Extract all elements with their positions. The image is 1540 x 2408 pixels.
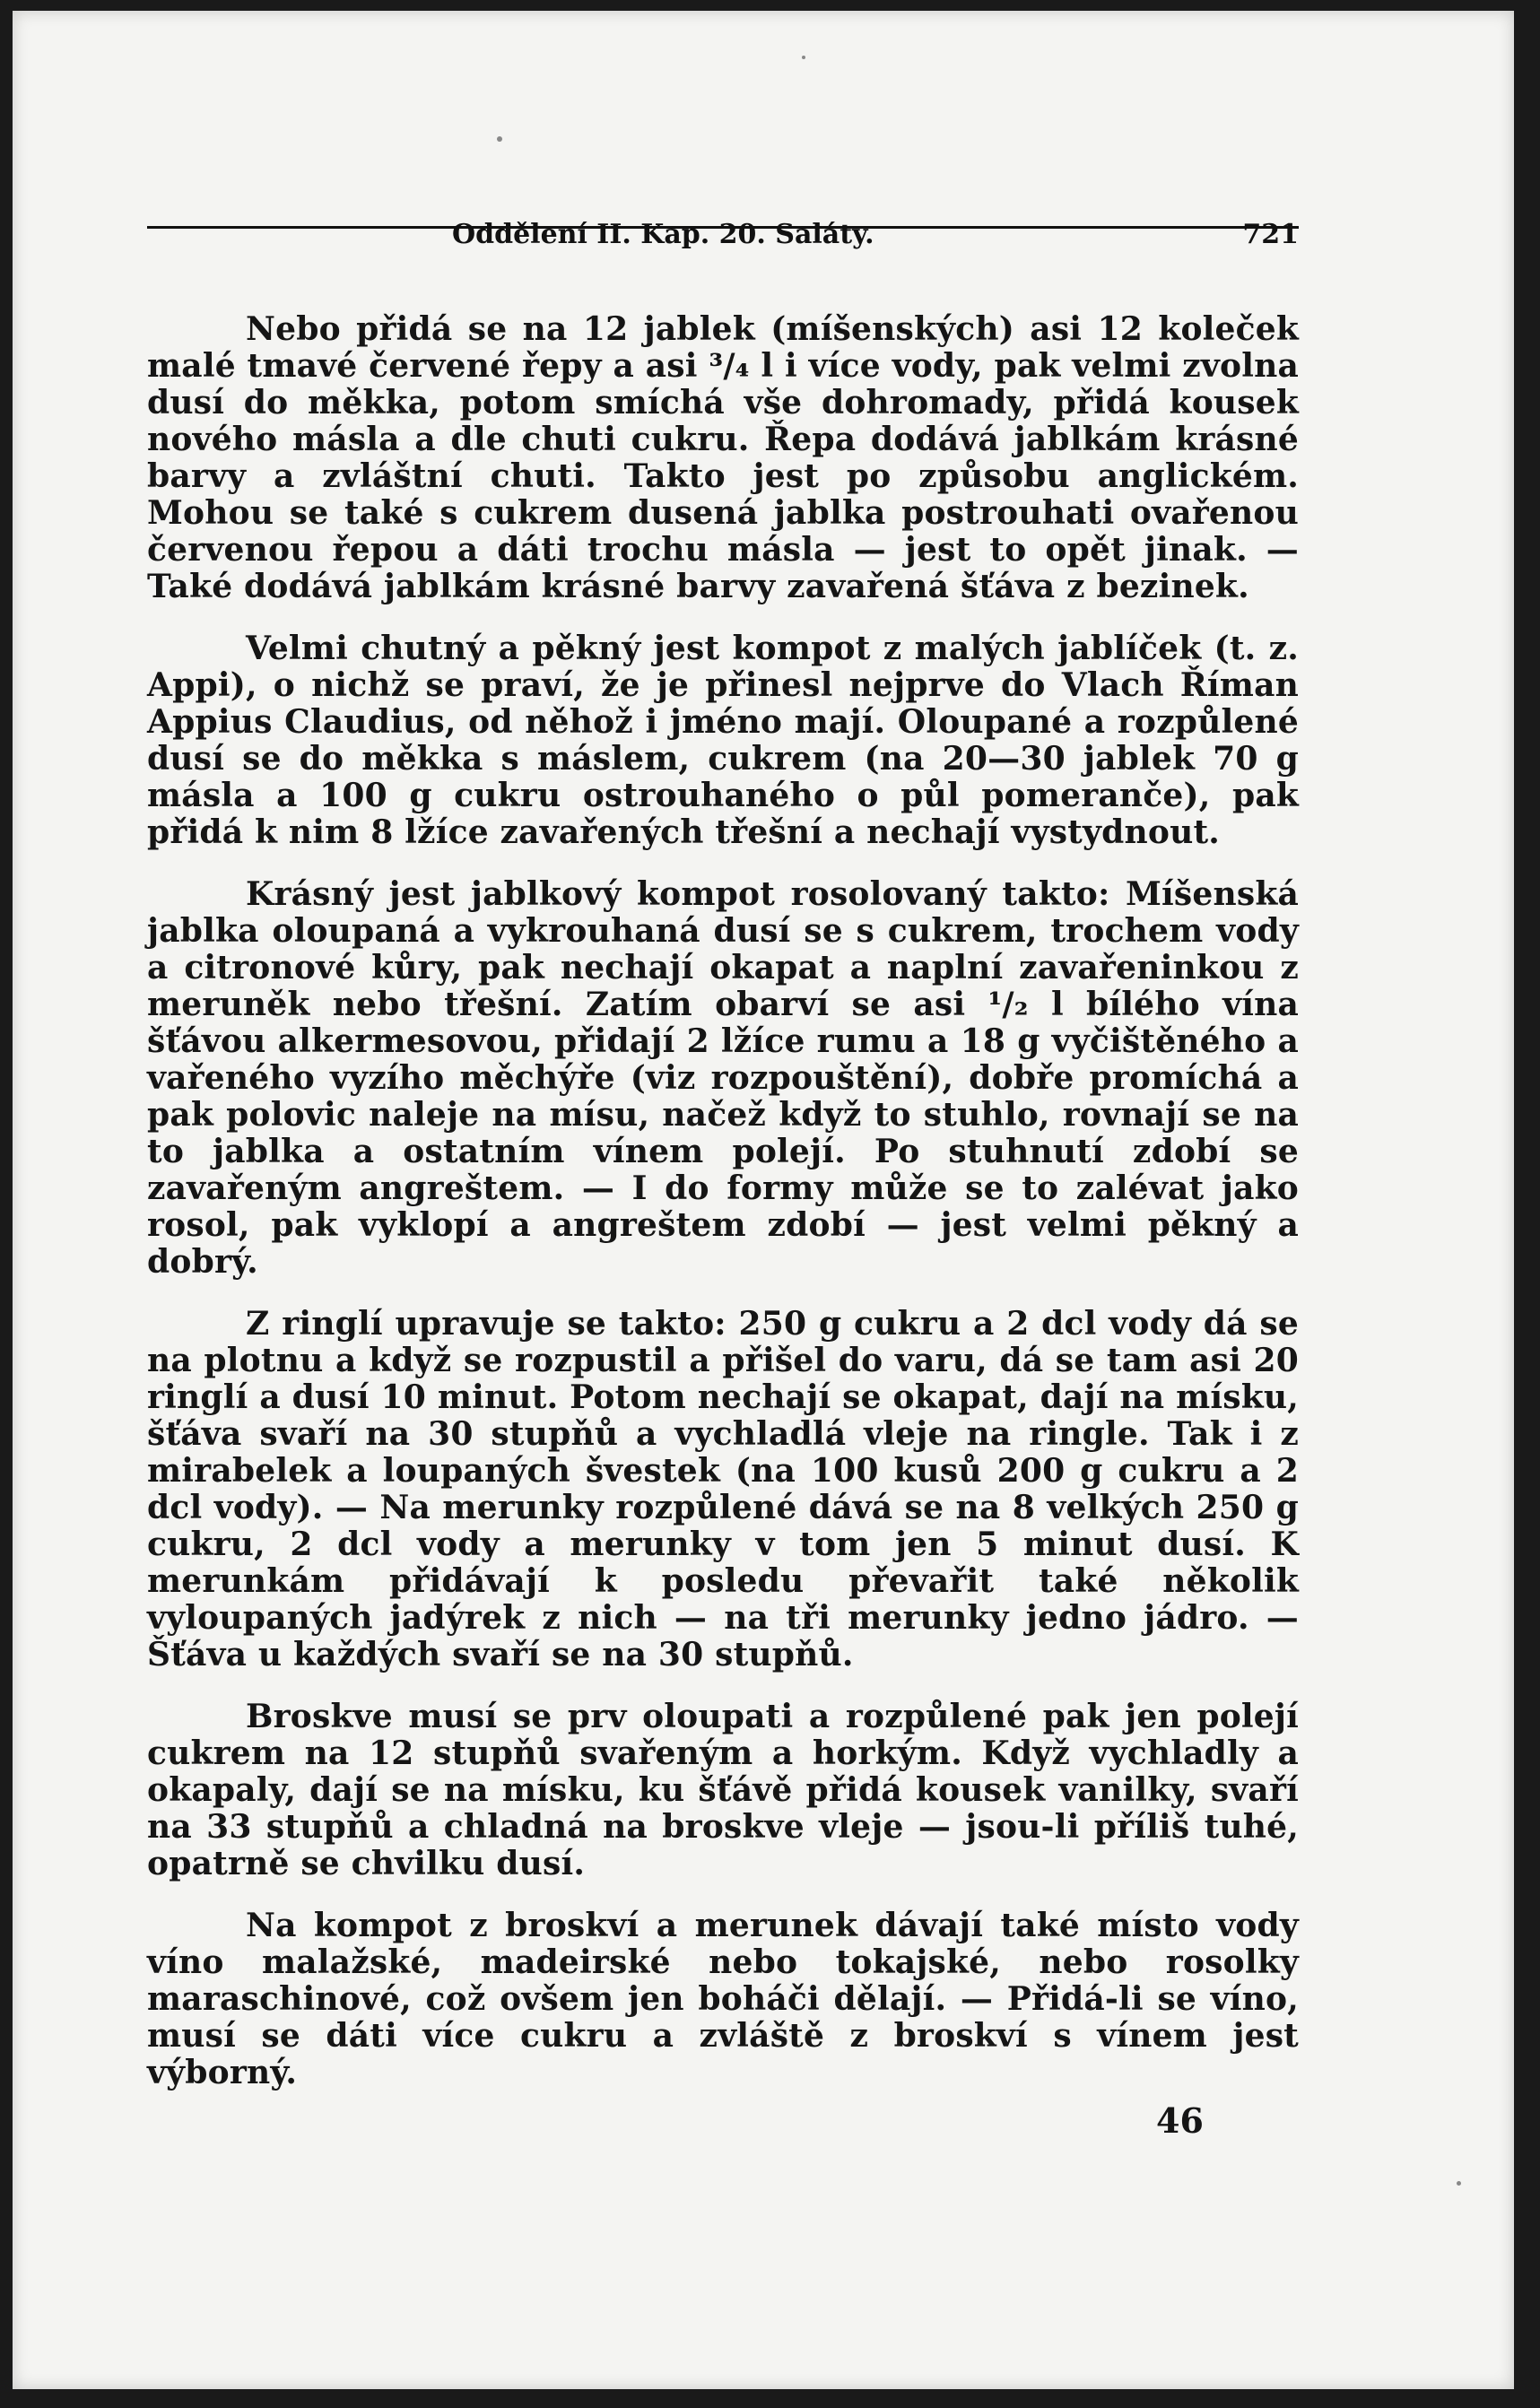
paragraph-wine-compote: Na kompot z broskví a merunek dávají také místo vody víno malažské, madeirské nebo tokajské, nebo rosolky maraschinové, což ovšem jen boháči dělají. — Přidá-li se víno, musí se dáti více cukru a zvláště z broskví s vínem jest výborný. [147, 1907, 1299, 2091]
paragraph-peaches: Broskve musí se prv oloupati a rozpůlené pak jen polejí cukrem na 12 stupňů svařeným a horkým. Když vychladly a okapaly, dají se na mísku, ku šťávě přidá kousek vanilky, svaří na 33 stupňů a chladná na broskve vleje — jsou-li příliš tuhé, opatrně se chvilku dusí. [147, 1698, 1299, 1882]
page-body [147, 311, 1299, 2117]
running-title: Oddělení II. Kap. 20. Saláty. [452, 219, 874, 250]
book-page [13, 11, 1514, 2389]
paragraph-jellied-compote: Krásný jest jablkový kompot rosolovaný takto: Míšenská jablka oloupaná a vykrouhaná dusí se s cukrem, trochem vody a citronové kůry, pak nechají okapat a naplní zavařeninkou z meruněk nebo třešní. Zatím obarví se asi ¹/₂ l bílého vína šťávou alkermesovou, přidají 2 lžíce rumu a 18 g vyčištěného a vařeného vyzího měchýře (viz rozpouštění), dobře promíchá a pak polovic naleje na mísu, načež když to stuhlo, rovnají se na to jablka a ostatním vínem polejí. Po stuhnutí zdobí se zavařeným angreštem. — I do formy může se to zalévat jako rosol, pak vyklopí a angreštem zdobí — jest velmi pěkný a dobrý. [147, 875, 1299, 1281]
paper-speck [802, 56, 805, 59]
paragraph-beet-apples: Nebo přidá se na 12 jablek (míšenských) asi 12 koleček malé tmavé červené řepy a asi ³/₄ l i více vody, pak velmi zvolna dusí do měkka, potom smíchá vše dohromady, přidá kousek nového másla a dle chuti cukru. Řepa dodává jablkám krásné barvy a zvláštní chuti. Takto jest po způsobu anglickém. Mohou se také s cukrem dusená jablka postrouhati ovařenou červenou řepou a dáti trochu másla — jest to opět jinak. — Také dodává jablkám krásné barvy zavařená šťáva z bezinek. [147, 310, 1299, 605]
paper-speck [497, 136, 502, 142]
paragraph-greengages: Z ringlí upravuje se takto: 250 g cukru a 2 dcl vody dá se na plotnu a když se rozpustil a přišel do varu, dá se tam asi 20 ringlí a dusí 10 minut. Potom nechají se okapat, dají na mísku, šťáva svaří na 30 stupňů a vychladlá vleje na ringle. Tak i z mirabelek a loupaných švestek (na 100 kusů 200 g cukru a 2 dcl vody). — Na merunky rozpůlené dává se na 8 velkých 250 g cukru, 2 dcl vody a merunky v tom jen 5 minut dusí. K merunkám přidávají k posledu převařit také několik vyloupaných jadýrek z nich — na tři merunky jedno jádro. — Šťáva u každých svaří se na 30 stupňů. [147, 1305, 1299, 1673]
page-header [147, 219, 1299, 250]
paper-speck [1457, 2181, 1461, 2186]
page-number: 721 [1242, 219, 1299, 250]
signature-mark: 46 [1156, 2100, 1204, 2141]
paragraph-small-apples: Velmi chutný a pěkný jest kompot z malých jablíček (t. z. Appi), o nichž se praví, že je přinesl nejprve do Vlach Říman Appius Claudius, od něhož i jméno mají. Oloupané a rozpůlené dusí se do měkka s máslem, cukrem (na 20—30 jablek 70 g másla a 100 g cukru ostrouhaného o půl pomeranče), pak přidá k nim 8 lžíce zavařených třešní a nechají vystydnout. [147, 630, 1299, 851]
